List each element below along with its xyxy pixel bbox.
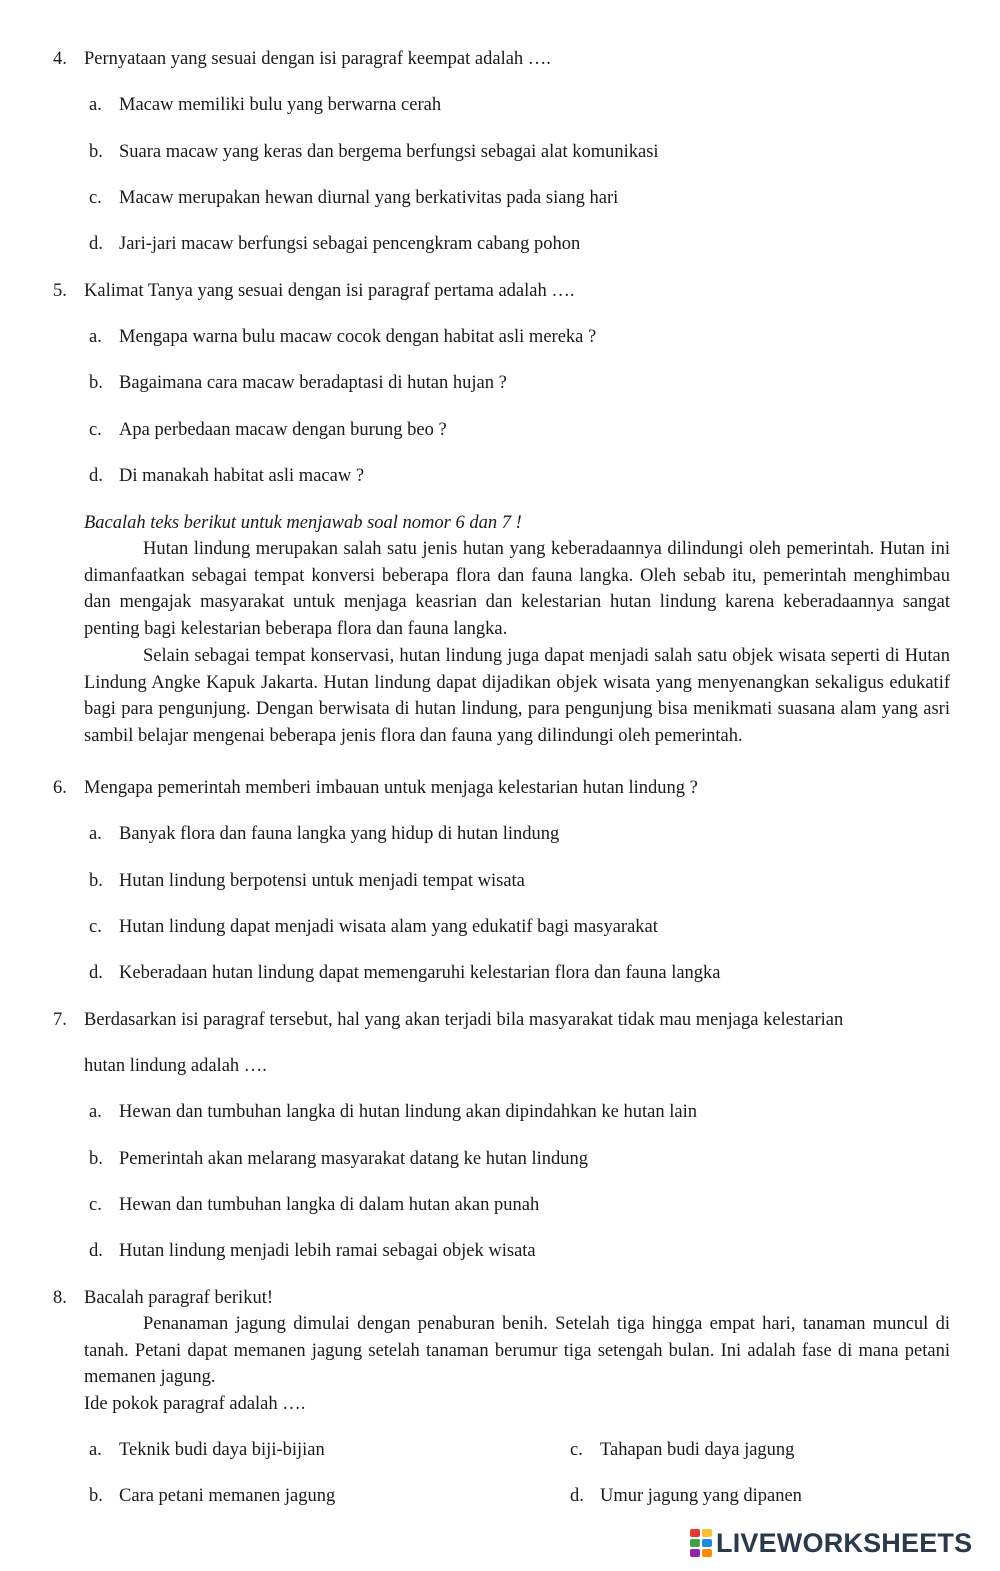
- option-letter: a.: [89, 327, 102, 347]
- question-prompt: Ide pokok paragraf adalah ….: [84, 1394, 306, 1414]
- option-letter: a.: [89, 95, 102, 115]
- option-text: Hutan lindung berpotensi untuk menjadi tempat wisata: [119, 871, 525, 891]
- option-letter: d.: [89, 1241, 103, 1261]
- option-letter: c.: [570, 1440, 583, 1460]
- option-letter: c.: [89, 188, 102, 208]
- option-text: Suara macaw yang keras dan bergema berfungsi sebagai alat komunikasi: [119, 142, 659, 162]
- reading-instruction: Bacalah teks berikut untuk menjawab soal nomor 6 dan 7 !: [84, 513, 522, 533]
- option-letter: a.: [89, 1440, 102, 1460]
- option-letter: a.: [89, 1102, 102, 1122]
- question-text: Bacalah paragraf berikut!: [84, 1288, 274, 1308]
- option-text: Macaw memiliki bulu yang berwarna cerah: [119, 95, 442, 115]
- question-text: Kalimat Tanya yang sesuai dengan isi paragraf pertama adalah ….: [84, 281, 575, 301]
- option-text: Hewan dan tumbuhan langka di hutan lindung akan dipindahkan ke hutan lain: [119, 1102, 697, 1122]
- option-letter: b.: [89, 1486, 103, 1506]
- option-text: Apa perbedaan macaw dengan burung beo ?: [119, 420, 447, 440]
- question-number: 7.: [53, 1010, 67, 1030]
- option-text: Bagaimana cara macaw beradaptasi di hutan hujan ?: [119, 373, 507, 393]
- question-number: 4.: [53, 49, 67, 69]
- question-number: 6.: [53, 778, 67, 798]
- option-text: Tahapan budi daya jagung: [600, 1440, 795, 1460]
- liveworksheets-logo: [690, 1526, 972, 1560]
- option-text: Umur jagung yang dipanen: [600, 1486, 802, 1506]
- mark-block: [702, 1529, 712, 1537]
- watermark-text: LIVEWORKSHEETS: [716, 1527, 973, 1558]
- option-text: Banyak flora dan fauna langka yang hidup di hutan lindung: [119, 824, 560, 844]
- liveworksheets-mark-icon: [690, 1529, 712, 1557]
- option-text: Pemerintah akan melarang masyarakat datang ke hutan lindung: [119, 1149, 589, 1169]
- option-letter: b.: [89, 871, 103, 891]
- option-letter: d.: [89, 963, 103, 983]
- question-text: Mengapa pemerintah memberi imbauan untuk menjaga kelestarian hutan lindung ?: [84, 778, 698, 798]
- option-text: Mengapa warna bulu macaw cocok dengan habitat asli mereka ?: [119, 327, 597, 347]
- option-text: Di manakah habitat asli macaw ?: [119, 466, 365, 486]
- option-letter: d.: [89, 466, 103, 486]
- option-text: Macaw merupakan hewan diurnal yang berkativitas pada siang hari: [119, 188, 619, 208]
- mark-block: [702, 1539, 712, 1547]
- option-letter: b.: [89, 1149, 103, 1169]
- option-letter: c.: [89, 1195, 102, 1215]
- mark-block: [702, 1549, 712, 1557]
- question-text: Pernyataan yang sesuai dengan isi paragraf keempat adalah ….: [84, 49, 551, 69]
- mark-block: [690, 1549, 700, 1557]
- option-letter: c.: [89, 420, 102, 440]
- option-text: Jari-jari macaw berfungsi sebagai pencengkram cabang pohon: [119, 234, 581, 254]
- reading-paragraph-2: Selain sebagai tempat konservasi, hutan lindung juga dapat menjadi salah satu objek wisata seperti di Hutan Lindung Angke Kapuk Jakarta. Hutan lindung dapat dijadikan objek wisata yang menyenangkan sekaligus edukatif bagi para pengunjung. Dengan berwisata di hutan lindung, para pengunjung bisa menikmati suasana alam yang asri sambil belajar mengenai beberapa jenis flora dan fauna yang dilindungi oleh pemerintah.: [84, 646, 950, 746]
- question-text: Berdasarkan isi paragraf tersebut, hal yang akan terjadi bila masyarakat tidak mau menjaga kelestarian: [84, 1010, 844, 1030]
- question-8-paragraph: Penanaman jagung dimulai dengan penaburan benih. Setelah tiga hingga empat hari, tanaman muncul di tanah. Petani dapat memanen jagung setelah tanaman berumur tiga setengah bulan. Ini adalah fase di mana petani memanen jagung.: [84, 1314, 950, 1388]
- option-letter: b.: [89, 373, 103, 393]
- question-text: hutan lindung adalah ….: [84, 1056, 267, 1076]
- option-letter: b.: [89, 142, 103, 162]
- option-text: Keberadaan hutan lindung dapat memengaruhi kelestarian flora dan fauna langka: [119, 963, 721, 983]
- option-text: Hutan lindung dapat menjadi wisata alam yang edukatif bagi masyarakat: [119, 917, 658, 937]
- option-letter: d.: [89, 234, 103, 254]
- mark-block: [690, 1539, 700, 1547]
- mark-block: [690, 1529, 700, 1537]
- option-text: Hutan lindung menjadi lebih ramai sebagai objek wisata: [119, 1241, 536, 1261]
- option-text: Cara petani memanen jagung: [119, 1486, 336, 1506]
- option-letter: a.: [89, 824, 102, 844]
- option-text: Teknik budi daya biji-bijian: [119, 1440, 325, 1460]
- question-number: 8.: [53, 1288, 67, 1308]
- question-number: 5.: [53, 281, 67, 301]
- reading-paragraph-1: Hutan lindung merupakan salah satu jenis hutan yang keberadaannya dilindungi oleh pemerintah. Hutan ini dimanfaatkan sebagai tempat konversi beberapa flora dan fauna langka. Oleh sebab itu, pemerintah menghimbau dan mengajak masyarakat untuk menjaga keasrian dan kelestarian hutan lindung karena keberadaannya sangat penting bagi kelestarian beberapa flora dan fauna langka.: [84, 539, 950, 639]
- option-letter: d.: [570, 1486, 584, 1506]
- option-text: Hewan dan tumbuhan langka di dalam hutan akan punah: [119, 1195, 540, 1215]
- option-letter: c.: [89, 917, 102, 937]
